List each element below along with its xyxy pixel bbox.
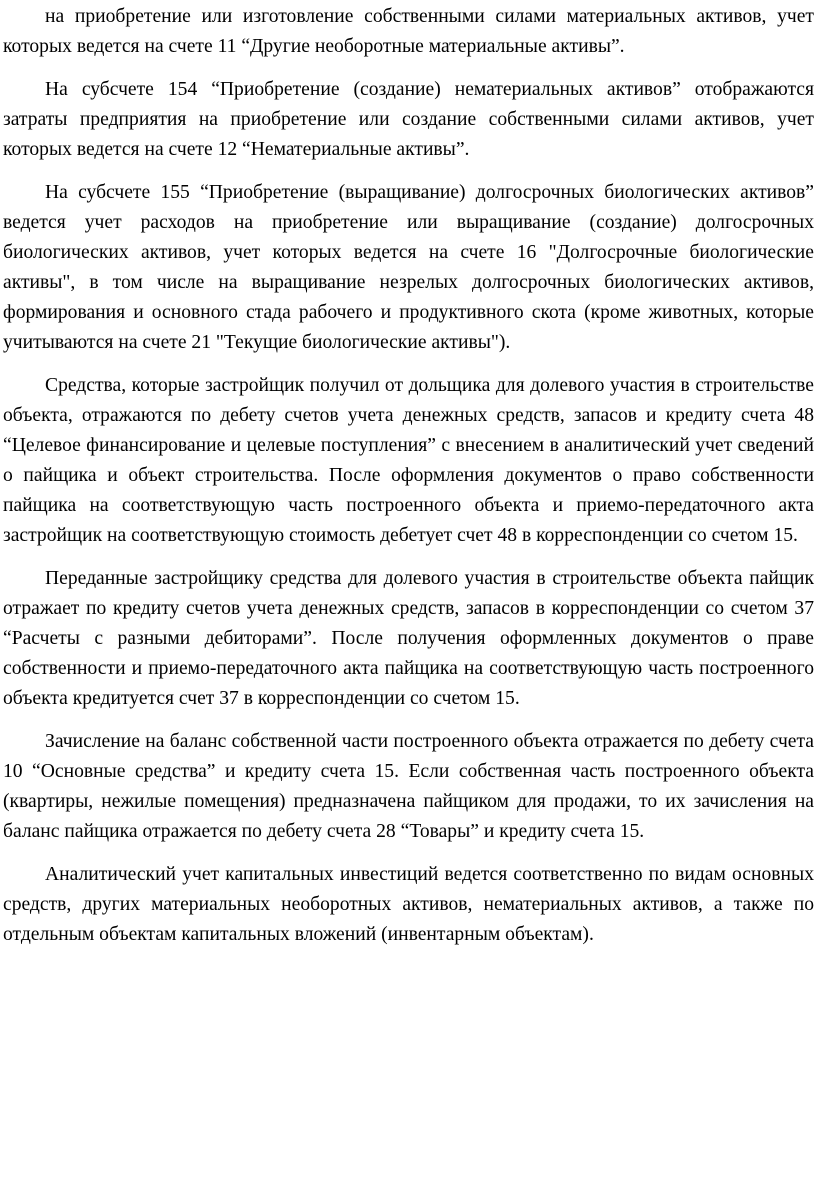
paragraph-balance-crediting: Зачисление на баланс собственной части построенного объекта отражается по дебету счета 10 “Основные средства” и кредиту счета 15. Если собственная часть построенного объекта (квартиры, нежилые помещения) предназначена пайщиком для продажи, то их зачисления на баланс пайщика отражается по дебету счета 28 “Товары” и кредиту счета 15.: [3, 731, 814, 842]
paragraph-subaccount-155: На субсчете 155 “Приобретение (выращивание) долгосрочных биологических активов” ведется учет расходов на приобретение или выращивание (создание) долгосрочных биологических активов, учет которых ведется на счете 16 "Долгосрочные биологические активы", в том числе на выращивание незрелых долгосрочных биологических активов, формирования и основного стада рабочего и продуктивного скота (кроме животных, которые учитываются на счете 21 "Текущие биологические активы").: [3, 182, 814, 353]
paragraph-continuation: на приобретение или изготовление собственными силами материальных активов, учет которых ведется на счете 11 “Другие необоротные материальные активы”.: [3, 6, 814, 57]
paragraph-shareholder-funds: Переданные застройщику средства для долевого участия в строительстве объекта пайщик отражает по кредиту счетов учета денежных средств, запасов в корреспонденции со счетом 37 “Расчеты с разными дебиторами”. После получения оформленных документов о праве собственности и приемо-передаточного акта пайщика на соответствующую часть построенного объекта кредитуется счет 37 в корреспонденции со счетом 15.: [3, 568, 814, 709]
paragraph-developer-funds: Средства, которые застройщик получил от дольщика для долевого участия в строительстве объекта, отражаются по дебету счетов учета денежных средств, запасов и кредиту счета 48 “Целевое финансирование и целевые поступления” с внесением в аналитический учет сведений о пайщика и объект строительства. После оформления документов о право собственности пайщика на соответствующую часть построенного объекта и приемо-передаточного акта застройщик на соответствующую стоимость дебетует счет 48 в корреспонденции со счетом 15.: [3, 375, 814, 546]
paragraph-analytical-accounting: Аналитический учет капитальных инвестиций ведется соответственно по видам основных средств, других материальных необоротных активов, нематериальных активов, а также по отдельным объектам капитальных вложений (инвентарным объектам).: [3, 864, 814, 945]
paragraph-subaccount-154: На субсчете 154 “Приобретение (создание) нематериальных активов” отображаются затраты предприятия на приобретение или создание собственными силами активов, учет которых ведется на счете 12 “Нематериальные активы”.: [3, 79, 814, 160]
